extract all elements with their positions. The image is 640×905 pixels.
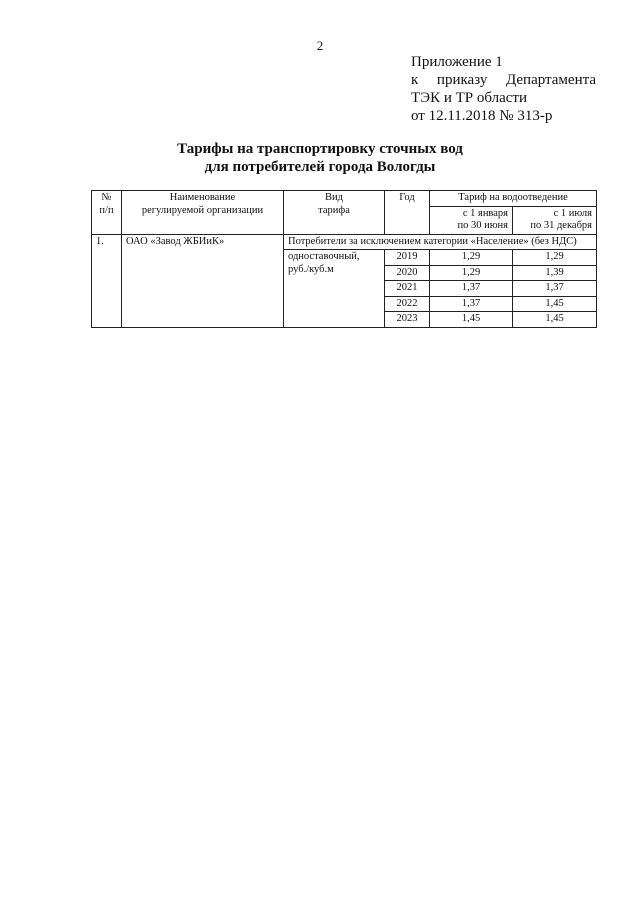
- title-line-2: для потребителей города Вологды: [204, 159, 436, 175]
- header-row: [92, 191, 597, 207]
- tariff-h2-cell: 1,45: [513, 312, 597, 328]
- tariff-h1-cell: 1,45: [430, 312, 513, 328]
- tariff-h1-cell: 1,37: [430, 281, 513, 297]
- title-line-1: Тарифы на транспортировку сточных вод: [177, 141, 463, 157]
- header-period-2-line2: по 31 декабря: [530, 220, 592, 231]
- year-cell: 2021: [385, 281, 430, 297]
- appendix-order: к приказу Департамента: [411, 72, 596, 88]
- consumer-category: Потребители за исключением категории «Население» (без НДС): [284, 234, 597, 250]
- tariff-h2-cell: 1,45: [513, 296, 597, 312]
- header-organization-line1: Наименование: [169, 192, 236, 203]
- header-period-1-line2: по 30 июня: [457, 220, 508, 231]
- tariff-h1-cell: 1,29: [430, 250, 513, 266]
- header-period-2: [513, 206, 597, 234]
- header-tariff-type-line2: тарифа: [318, 204, 350, 216]
- appendix-block: [411, 53, 596, 125]
- header-year: Год: [385, 191, 430, 235]
- tariff-h1-cell: 1,37: [430, 296, 513, 312]
- tariff-h1-cell: 1,29: [430, 265, 513, 281]
- row-number: 1.: [92, 234, 122, 327]
- appendix-department: ТЭК и ТР области: [411, 90, 527, 106]
- year-cell: 2022: [385, 296, 430, 312]
- organization-name: ОАО «Завод ЖБИиК»: [122, 234, 284, 327]
- header-number-line2: п/п: [99, 204, 114, 216]
- header-tariff-group: Тариф на водоотведение: [430, 191, 597, 207]
- page-number: 2: [316, 38, 324, 53]
- header-period-1: [430, 206, 513, 234]
- header-organization: [122, 191, 284, 235]
- header-period-2-line1: с 1 июля: [553, 207, 592, 219]
- tariff-type: одноставочный, руб./куб.м: [284, 250, 385, 328]
- header-period-1-line1: с 1 января: [462, 207, 508, 219]
- header-number-line1: №: [101, 192, 112, 203]
- header-organization-line2: регулируемой организации: [141, 204, 264, 216]
- appendix-date: от 12.11.2018 № 313-р: [411, 108, 553, 124]
- tariff-h2-cell: 1,29: [513, 250, 597, 266]
- tariff-h2-cell: 1,37: [513, 281, 597, 297]
- year-cell: 2020: [385, 265, 430, 281]
- document-title: [0, 140, 640, 176]
- tariff-table: [91, 190, 597, 328]
- header-number: [92, 191, 122, 235]
- header-tariff-type: [284, 191, 385, 235]
- tariff-h2-cell: 1,39: [513, 265, 597, 281]
- header-tariff-type-line1: Вид: [325, 192, 343, 203]
- category-row: [92, 234, 597, 250]
- appendix-title: Приложение 1: [411, 54, 503, 70]
- year-cell: 2019: [385, 250, 430, 266]
- year-cell: 2023: [385, 312, 430, 328]
